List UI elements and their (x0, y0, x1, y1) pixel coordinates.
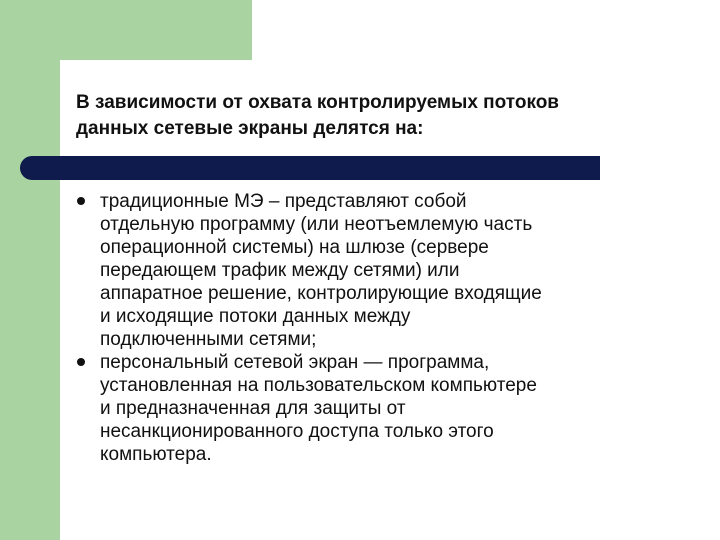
bullet-line: и исходящие потоки данных между (100, 306, 411, 327)
bullet-dot-icon (77, 197, 85, 205)
title-underline-bar (20, 156, 600, 180)
bullet-line: операционной системы) на шлюзе (сервере (100, 237, 489, 258)
decor-green-left-strip (0, 0, 60, 540)
bullet-item-personal-firewall (76, 351, 676, 466)
bullet-item-traditional-firewall (76, 190, 676, 351)
bullet-line: аппаратное решение, контролирующие входящие (100, 283, 542, 304)
bullet-line: несанкционированного доступа только этого (100, 421, 494, 442)
bullet-dot-icon (77, 358, 85, 366)
slide-title: В зависимости от охвата контролируемых потоков данных сетевые экраны делятся на: (76, 92, 559, 139)
bullet-line: передающем трафик между сетями) или (100, 260, 460, 281)
bullet-line: подключенными сетями; (100, 329, 317, 350)
bullet-line: персональный сетевой экран — программа, (100, 352, 490, 373)
bullet-line: отдельную программу (или неотъемлемую часть (100, 214, 533, 235)
bullet-line: установленная на пользовательском компьютере (100, 375, 537, 396)
bullet-line: традиционные МЭ – представляют собой (100, 191, 467, 212)
bullet-list (76, 190, 676, 466)
bullet-line: и предназначенная для защиты от (100, 398, 406, 419)
bullet-line: компьютера. (100, 444, 212, 465)
